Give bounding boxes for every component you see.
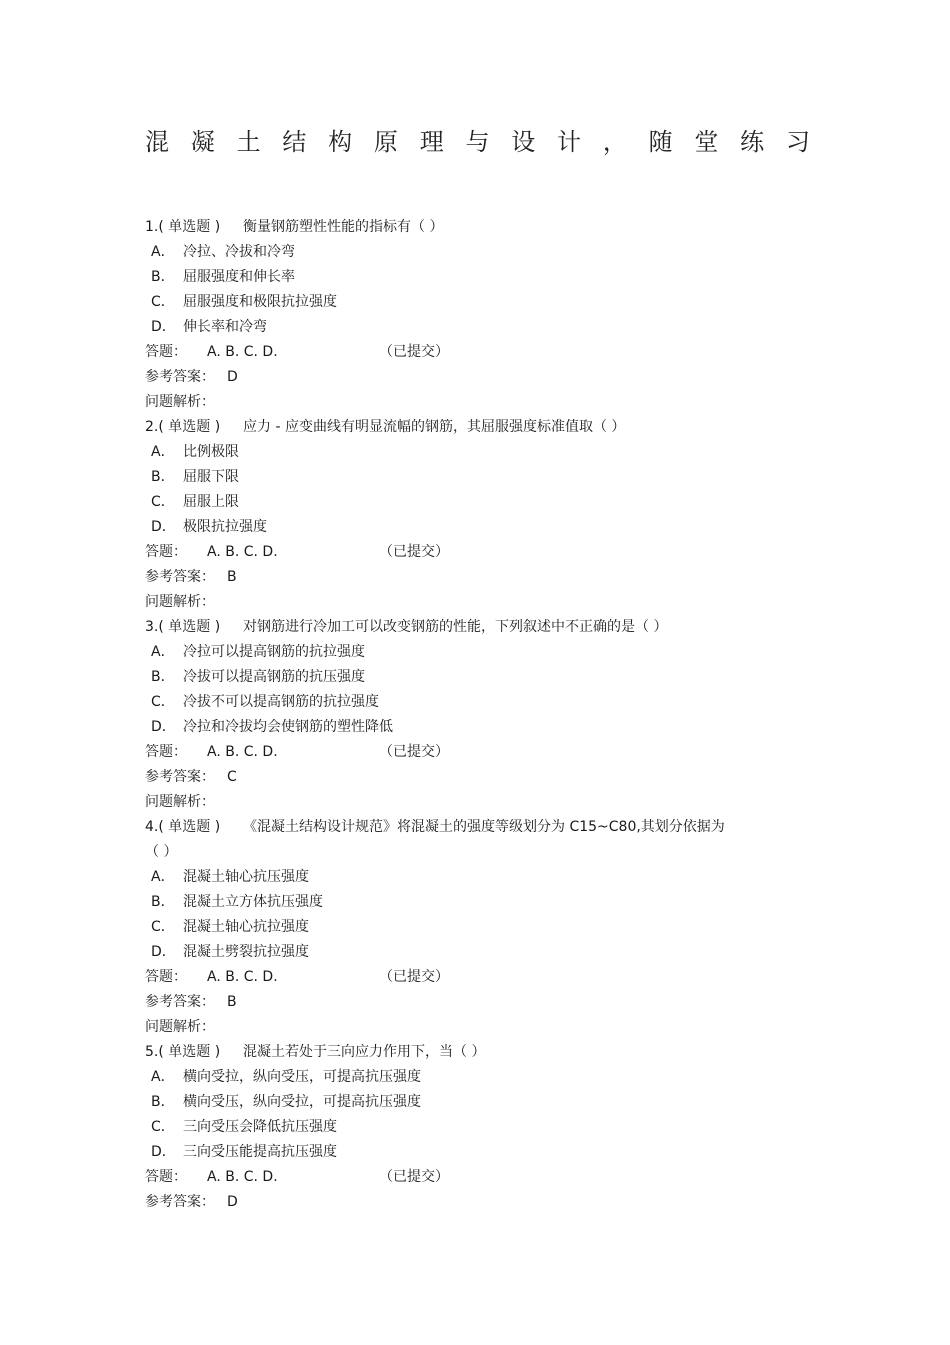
question-number: 4.( 单选题 ) — [145, 819, 221, 835]
answer-label: 答题： — [145, 544, 187, 560]
analysis-label: 问题解析： — [145, 394, 215, 410]
option-letter: B． — [151, 1094, 175, 1110]
option-letter: B． — [151, 469, 175, 485]
answer-label: 答题： — [145, 969, 187, 985]
option-letter: D． — [151, 944, 176, 960]
question-header — [145, 415, 810, 440]
option-text: 横向受拉，纵向受压，可提高抗压强度 — [183, 1069, 421, 1085]
title-char: 构 — [328, 128, 353, 156]
answer-row — [145, 540, 810, 565]
question-header — [145, 215, 810, 240]
reference-label: 参考答案： — [145, 569, 215, 585]
option-d[interactable] — [145, 940, 810, 965]
answer-row — [145, 1165, 810, 1190]
question-number: 3.( 单选题 ) — [145, 619, 221, 635]
page-title — [145, 124, 810, 160]
reference-answer: B — [227, 994, 237, 1010]
option-text: 屈服下限 — [183, 469, 239, 485]
option-text: 三向受压会降低抗压强度 — [183, 1119, 337, 1135]
option-c[interactable] — [145, 915, 810, 940]
title-char: 习 — [785, 128, 810, 156]
answer-row — [145, 340, 810, 365]
question-header — [145, 815, 810, 840]
answer-label: 答题： — [145, 1169, 187, 1185]
title-char: 混 — [145, 128, 169, 156]
analysis-label: 问题解析： — [145, 594, 215, 610]
question-4 — [145, 815, 810, 1040]
question-stem-cont: （ ） — [145, 844, 178, 860]
option-text: 极限抗拉强度 — [183, 519, 267, 535]
answer-choices[interactable]: A. B. C. D. — [207, 544, 278, 560]
analysis-row — [145, 1015, 810, 1040]
reference-answer-row — [145, 765, 810, 790]
option-text: 混凝土轴心抗拉强度 — [183, 919, 309, 935]
answer-choices[interactable]: A. B. C. D. — [207, 1169, 278, 1185]
question-header — [145, 615, 810, 640]
question-stem: 应力 - 应变曲线有明显流幅的钢筋，其屈服强度标准值取（ ） — [243, 419, 626, 435]
title-char: 与 — [465, 128, 490, 156]
question-number: 2.( 单选题 ) — [145, 419, 221, 435]
title-char: 凝 — [190, 128, 215, 156]
option-c[interactable] — [145, 490, 810, 515]
option-letter: C． — [151, 694, 175, 710]
option-letter: C． — [151, 294, 175, 310]
question-3 — [145, 615, 810, 815]
reference-label: 参考答案： — [145, 769, 215, 785]
option-text: 冷拉和冷拔均会使钢筋的塑性降低 — [183, 719, 393, 735]
option-letter: A． — [151, 1069, 175, 1085]
analysis-row — [145, 390, 810, 415]
option-letter: B． — [151, 894, 175, 910]
option-d[interactable] — [145, 515, 810, 540]
option-text: 混凝土立方体抗压强度 — [183, 894, 323, 910]
answer-row — [145, 740, 810, 765]
option-letter: A． — [151, 644, 175, 660]
title-char: 原 — [373, 128, 398, 156]
option-text: 混凝土劈裂抗拉强度 — [183, 944, 309, 960]
submitted-status: （已提交） — [379, 544, 449, 560]
option-text: 伸长率和冷弯 — [183, 319, 267, 335]
question-header — [145, 1040, 810, 1065]
option-d[interactable] — [145, 715, 810, 740]
option-text: 混凝土轴心抗压强度 — [183, 869, 309, 885]
answer-choices[interactable]: A. B. C. D. — [207, 344, 278, 360]
submitted-status: （已提交） — [379, 969, 449, 985]
reference-answer: D — [227, 1194, 238, 1210]
option-text: 冷拔可以提高钢筋的抗压强度 — [183, 669, 365, 685]
option-letter: B． — [151, 669, 175, 685]
question-stem: 《混凝土结构设计规范》将混凝土的强度等级划分为 C15~C80,其划分依据为 — [243, 819, 725, 835]
option-letter: C． — [151, 1119, 175, 1135]
option-d[interactable] — [145, 315, 810, 340]
title-char: 理 — [419, 128, 444, 156]
title-char: 设 — [511, 128, 536, 156]
answer-row — [145, 965, 810, 990]
question-2 — [145, 415, 810, 615]
answer-label: 答题： — [145, 344, 187, 360]
option-letter: D． — [151, 1144, 176, 1160]
reference-answer-row — [145, 990, 810, 1015]
answer-choices[interactable]: A. B. C. D. — [207, 744, 278, 760]
analysis-label: 问题解析： — [145, 1019, 215, 1035]
question-number: 5.( 单选题 ) — [145, 1044, 221, 1060]
title-char: 堂 — [694, 128, 719, 156]
title-char: 练 — [740, 128, 765, 156]
option-text: 屈服强度和伸长率 — [183, 269, 295, 285]
option-letter: A． — [151, 869, 175, 885]
option-letter: B． — [151, 269, 175, 285]
option-text: 冷拔不可以提高钢筋的抗拉强度 — [183, 694, 379, 710]
option-b[interactable] — [145, 665, 810, 690]
option-text: 屈服强度和极限抗拉强度 — [183, 294, 337, 310]
answer-choices[interactable]: A. B. C. D. — [207, 969, 278, 985]
question-number: 1.( 单选题 ) — [145, 219, 221, 235]
option-c[interactable] — [145, 290, 810, 315]
reference-answer: D — [227, 369, 238, 385]
option-letter: D． — [151, 719, 176, 735]
option-text: 比例极限 — [183, 444, 239, 460]
title-char: 土 — [236, 128, 261, 156]
option-d[interactable] — [145, 1140, 810, 1165]
reference-answer-row — [145, 365, 810, 390]
option-letter: D． — [151, 519, 176, 535]
question-stem-continued — [145, 840, 810, 865]
reference-answer-row — [145, 565, 810, 590]
question-stem: 混凝土若处于三向应力作用下，当（ ） — [243, 1044, 486, 1060]
reference-answer: C — [227, 769, 237, 785]
title-char: 随 — [648, 128, 673, 156]
option-letter: D． — [151, 319, 176, 335]
option-a[interactable] — [145, 440, 810, 465]
option-b[interactable] — [145, 465, 810, 490]
option-a[interactable] — [145, 1065, 810, 1090]
question-list — [145, 215, 810, 1215]
option-a[interactable] — [145, 865, 810, 890]
option-letter: A． — [151, 444, 175, 460]
title-char: 结 — [282, 128, 307, 156]
question-5 — [145, 1040, 810, 1215]
option-a[interactable] — [145, 640, 810, 665]
question-stem: 衡量钢筋塑性性能的指标有（ ） — [243, 219, 444, 235]
option-c[interactable] — [145, 690, 810, 715]
reference-answer-row — [145, 1190, 810, 1215]
question-1 — [145, 215, 810, 415]
option-b[interactable] — [145, 1090, 810, 1115]
option-a[interactable] — [145, 240, 810, 265]
submitted-status: （已提交） — [379, 1169, 449, 1185]
reference-label: 参考答案： — [145, 369, 215, 385]
submitted-status: （已提交） — [379, 344, 449, 360]
reference-answer: B — [227, 569, 237, 585]
option-letter: A． — [151, 244, 175, 260]
option-text: 三向受压能提高抗压强度 — [183, 1144, 337, 1160]
option-text: 冷拉、冷拔和冷弯 — [183, 244, 295, 260]
option-text: 屈服上限 — [183, 494, 239, 510]
option-b[interactable] — [145, 890, 810, 915]
analysis-row — [145, 590, 810, 615]
option-b[interactable] — [145, 265, 810, 290]
analysis-label: 问题解析： — [145, 794, 215, 810]
title-char: 计 — [557, 128, 582, 156]
reference-label: 参考答案： — [145, 1194, 215, 1210]
option-text: 横向受压，纵向受拉，可提高抗压强度 — [183, 1094, 421, 1110]
option-letter: C． — [151, 919, 175, 935]
option-text: 冷拉可以提高钢筋的抗拉强度 — [183, 644, 365, 660]
title-char: ， — [602, 128, 627, 156]
reference-label: 参考答案： — [145, 994, 215, 1010]
option-letter: C． — [151, 494, 175, 510]
analysis-row — [145, 790, 810, 815]
submitted-status: （已提交） — [379, 744, 449, 760]
question-stem: 对钢筋进行冷加工可以改变钢筋的性能，下列叙述中不正确的是（ ） — [243, 619, 668, 635]
option-c[interactable] — [145, 1115, 810, 1140]
answer-label: 答题： — [145, 744, 187, 760]
